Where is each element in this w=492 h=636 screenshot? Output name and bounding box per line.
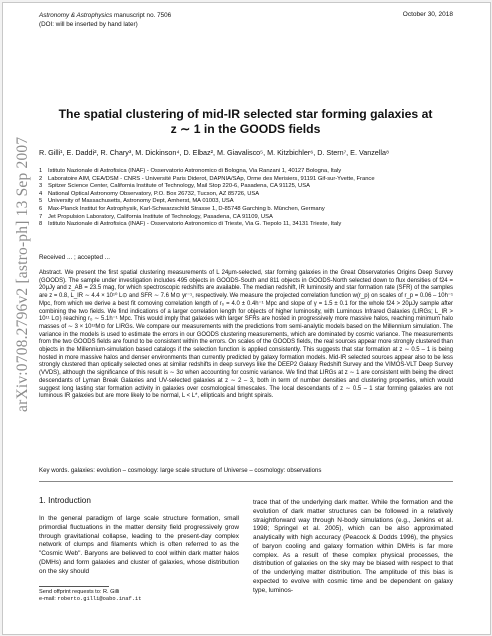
doi-note: (DOI: will be inserted by hand later) bbox=[39, 21, 138, 28]
affiliation-item bbox=[39, 168, 459, 176]
manuscript-number: manuscript no. 7506 bbox=[114, 12, 172, 19]
author-list: R. Gilli¹, E. Daddi², R. Chary³, M. Dickinson⁴, D. Elbaz², M. Giavalisco⁵, M. Kitzbichler⁶, D. Stern⁷, E. Vanzella⁸ bbox=[39, 148, 390, 157]
affiliation-item bbox=[39, 183, 459, 191]
affiliation-text: Istituto Nazionale di Astrofisica (INAF) - Osservatorio Astronomico di Trieste, Via G. Tiepolo 11, 34131 Trieste, Italy bbox=[48, 221, 342, 228]
footnote bbox=[39, 589, 141, 603]
affiliation-item bbox=[39, 191, 459, 199]
affiliation-item bbox=[39, 176, 459, 184]
affiliation-text: Laboratoire AIM, CEA/DSM - CNRS - Université Paris Diderot, DAPNIA/SAp, Orme des Merisiers, 91191 Gif-sur-Yvette, France bbox=[48, 175, 375, 182]
title-line-2: z ∼ 1 in the GOODS fields bbox=[170, 122, 321, 136]
affiliation-number: 1 bbox=[39, 168, 43, 174]
affiliation-text: Istituto Nazionale di Astrofisica (INAF) - Osservatorio Astronomico di Bologna, Via Ranzani 1, 40127 Bologna, Italy bbox=[48, 168, 342, 174]
divider bbox=[39, 481, 453, 482]
abstract: Abstract. We present the first spatial clustering measurements of L 24μm-selected, star forming galaxies in the Great Observatories Origins Deep Survey (GOODS). The sample under investigation includes 495 objects in GOODS-South and 811 objects in GOODS-North selected down to flux densities of f24 = 20μJy and z_AB = 23.5 mag, for which spectroscopic redshifts are available. The median redshift, IR luminosity and star formation rate (SFR) of the samples are z = 0.8, L_IR ∼ 4.4 × 10¹⁰ L⊙ and SFR ∼ 7.6 M⊙ yr⁻¹, respectively. We measure the projected correlation function w(r_p) on scales of r_p = 0.06 – 10h⁻¹ Mpc, from which we derive a best fit comoving correlation length of r₀ = 4.0 ± 0.4h⁻¹ Mpc and slope of γ = 1.5 ± 0.1 for the whole f24 > 20μJy sample after combining the two fields. We find indications of a larger correlation length for objects of higher luminosity, with Luminous Infrared Galaxies (LIRGs; L_IR > 10¹¹ L⊙) reaching r₀ ∼ 5.1h⁻¹ Mpc. This would imply that galaxies with larger SFRs are hosted in progressively more massive halos, reaching minimum halo masses of ∼ 3 × 10¹²M⊙ for LIRGs. We compare our measurements with the predictions from semi-analytic models based on the Millennium simulation. The variance in the models is used to estimate the errors in our GOODS clustering measurements, which are dominated by cosmic variance. The measurements from the two GOODS fields are found to be consistent within the errors. On scales of the GOODS fields, the real sources appear more strongly clustered than objects in the Millennium-simulation based catalogs if the selection function is applied consistently. This suggests that star formation at z ∼ 0.5 – 1 is being hosted in more massive halos and denser environments than currently predicted by galaxy formation models. Mid-IR selected sources appear also to be less strongly clustered than optically selected ones at similar redshifts in deep surveys like the DEEP2 Galaxy Redshift Survey and the VIMOS-VLT Deep Survey (VVDS), although the significance of this result is ∼ 3σ when accounting for cosmic variance. We find that LIRGs at z ∼ 1 are consistent with being the direct descendants of Lyman Break Galaxies and UV-selected galaxies at z ∼ 2 – 3, both in term of number densities and clustering properties, which would suggest long lasting star formation activity in galaxies over cosmological timescales. The local descendants of z ∼ 0.5 – 1 star forming galaxies are not luminous IR galaxies but are more likely to be normal, L < L*, ellipticals and bright spirals. bbox=[39, 270, 453, 400]
affiliation-number: 2 bbox=[39, 175, 43, 182]
intro-right-column: trace that of the underlying dark matter. While the formation and the evolution of dark matter structures can be followed in a relatively straightforward way through N-body simulations (e.g., Jenkins et al. 1998; Springel et al. 2005), which can be also approximated analytically with high accuracy (Peacock & Dodds 1996), the physics of baryon cooling and galaxy formation within DMHs is far more complex. As a result of these complex physical processes, the distribution of galaxies on the sky may be biased with respect to that of the underlying matter distribution. The amplitude of this bias is expected to evolve with cosmic time and be dependent on galaxy type, luminos- bbox=[253, 499, 453, 594]
affiliation-item bbox=[39, 206, 459, 214]
affiliation-number: 4 bbox=[39, 190, 43, 197]
intro-left-column: In the general paradigm of large scale structure formation, small primordial fluctuations in the matter density field progressively grow through gravitational collapse, leading to the present-day complex network of clumps and filaments which is often referred to as the "Cosmic Web". Baryons are believed to cool within dark matter halos (DMHs) and form galaxies and cluster of galaxies, whose distribution on the sky should bbox=[39, 515, 239, 575]
affiliation-item bbox=[39, 221, 459, 229]
offprint-request: Send offprint requests to: R. Gilli bbox=[39, 589, 120, 595]
journal-name: Astronomy & Astrophysics bbox=[39, 12, 113, 19]
affiliation-number: 6 bbox=[39, 205, 43, 212]
affiliation-text: University of Massachusetts, Astronomy Dept, Amherst, MA 01003, USA bbox=[48, 198, 234, 205]
section-heading: 1. Introduction bbox=[39, 496, 91, 505]
affiliation-text: Spitzer Science Center, California Institute of Technology, Mail Stop 220-6, Pasadena, CA 91125, USA bbox=[48, 183, 310, 190]
affiliation-number: 7 bbox=[39, 213, 43, 220]
paper-title bbox=[23, 107, 468, 137]
paper-page bbox=[2, 2, 491, 635]
affiliation-number: 8 bbox=[39, 221, 43, 228]
affiliation-item bbox=[39, 198, 459, 206]
affiliation-item bbox=[39, 214, 459, 222]
title-line-1: The spatial clustering of mid-IR selected star forming galaxies at bbox=[58, 107, 433, 121]
affiliation-number: 3 bbox=[39, 183, 43, 190]
keywords: Key words. galaxies: evolution – cosmology: large scale structure of Universe – cosmology: observations bbox=[39, 467, 322, 474]
running-header bbox=[39, 11, 171, 29]
header-date: October 30, 2018 bbox=[402, 11, 453, 18]
affiliation-text: Jet Propulsion Laboratory, California Institute of Technology, Pasadena, CA 91109, USA bbox=[48, 213, 273, 220]
affiliation-list bbox=[39, 168, 459, 229]
email-label: e-mail: bbox=[39, 596, 56, 602]
affiliation-text: National Optical Astronomy Observatory, P.O. Box 26732, Tucson, AZ 85726, USA bbox=[48, 190, 260, 197]
affiliation-text: Max-Planck Institut for Astrophysik, Karl-Schwarzschild Strasse 1, D-85748 Garching b. München, Germany bbox=[48, 205, 325, 212]
received-line: Received ... ; accepted ... bbox=[39, 254, 111, 261]
email-address[interactable]: roberto.gilli@oabo.inaf.it bbox=[57, 596, 142, 602]
affiliation-number: 5 bbox=[39, 198, 43, 205]
arxiv-identifier: arXiv:0708.2796v2 [astro-ph] 13 Sep 2007 bbox=[14, 136, 31, 412]
footnote-rule bbox=[39, 586, 109, 587]
